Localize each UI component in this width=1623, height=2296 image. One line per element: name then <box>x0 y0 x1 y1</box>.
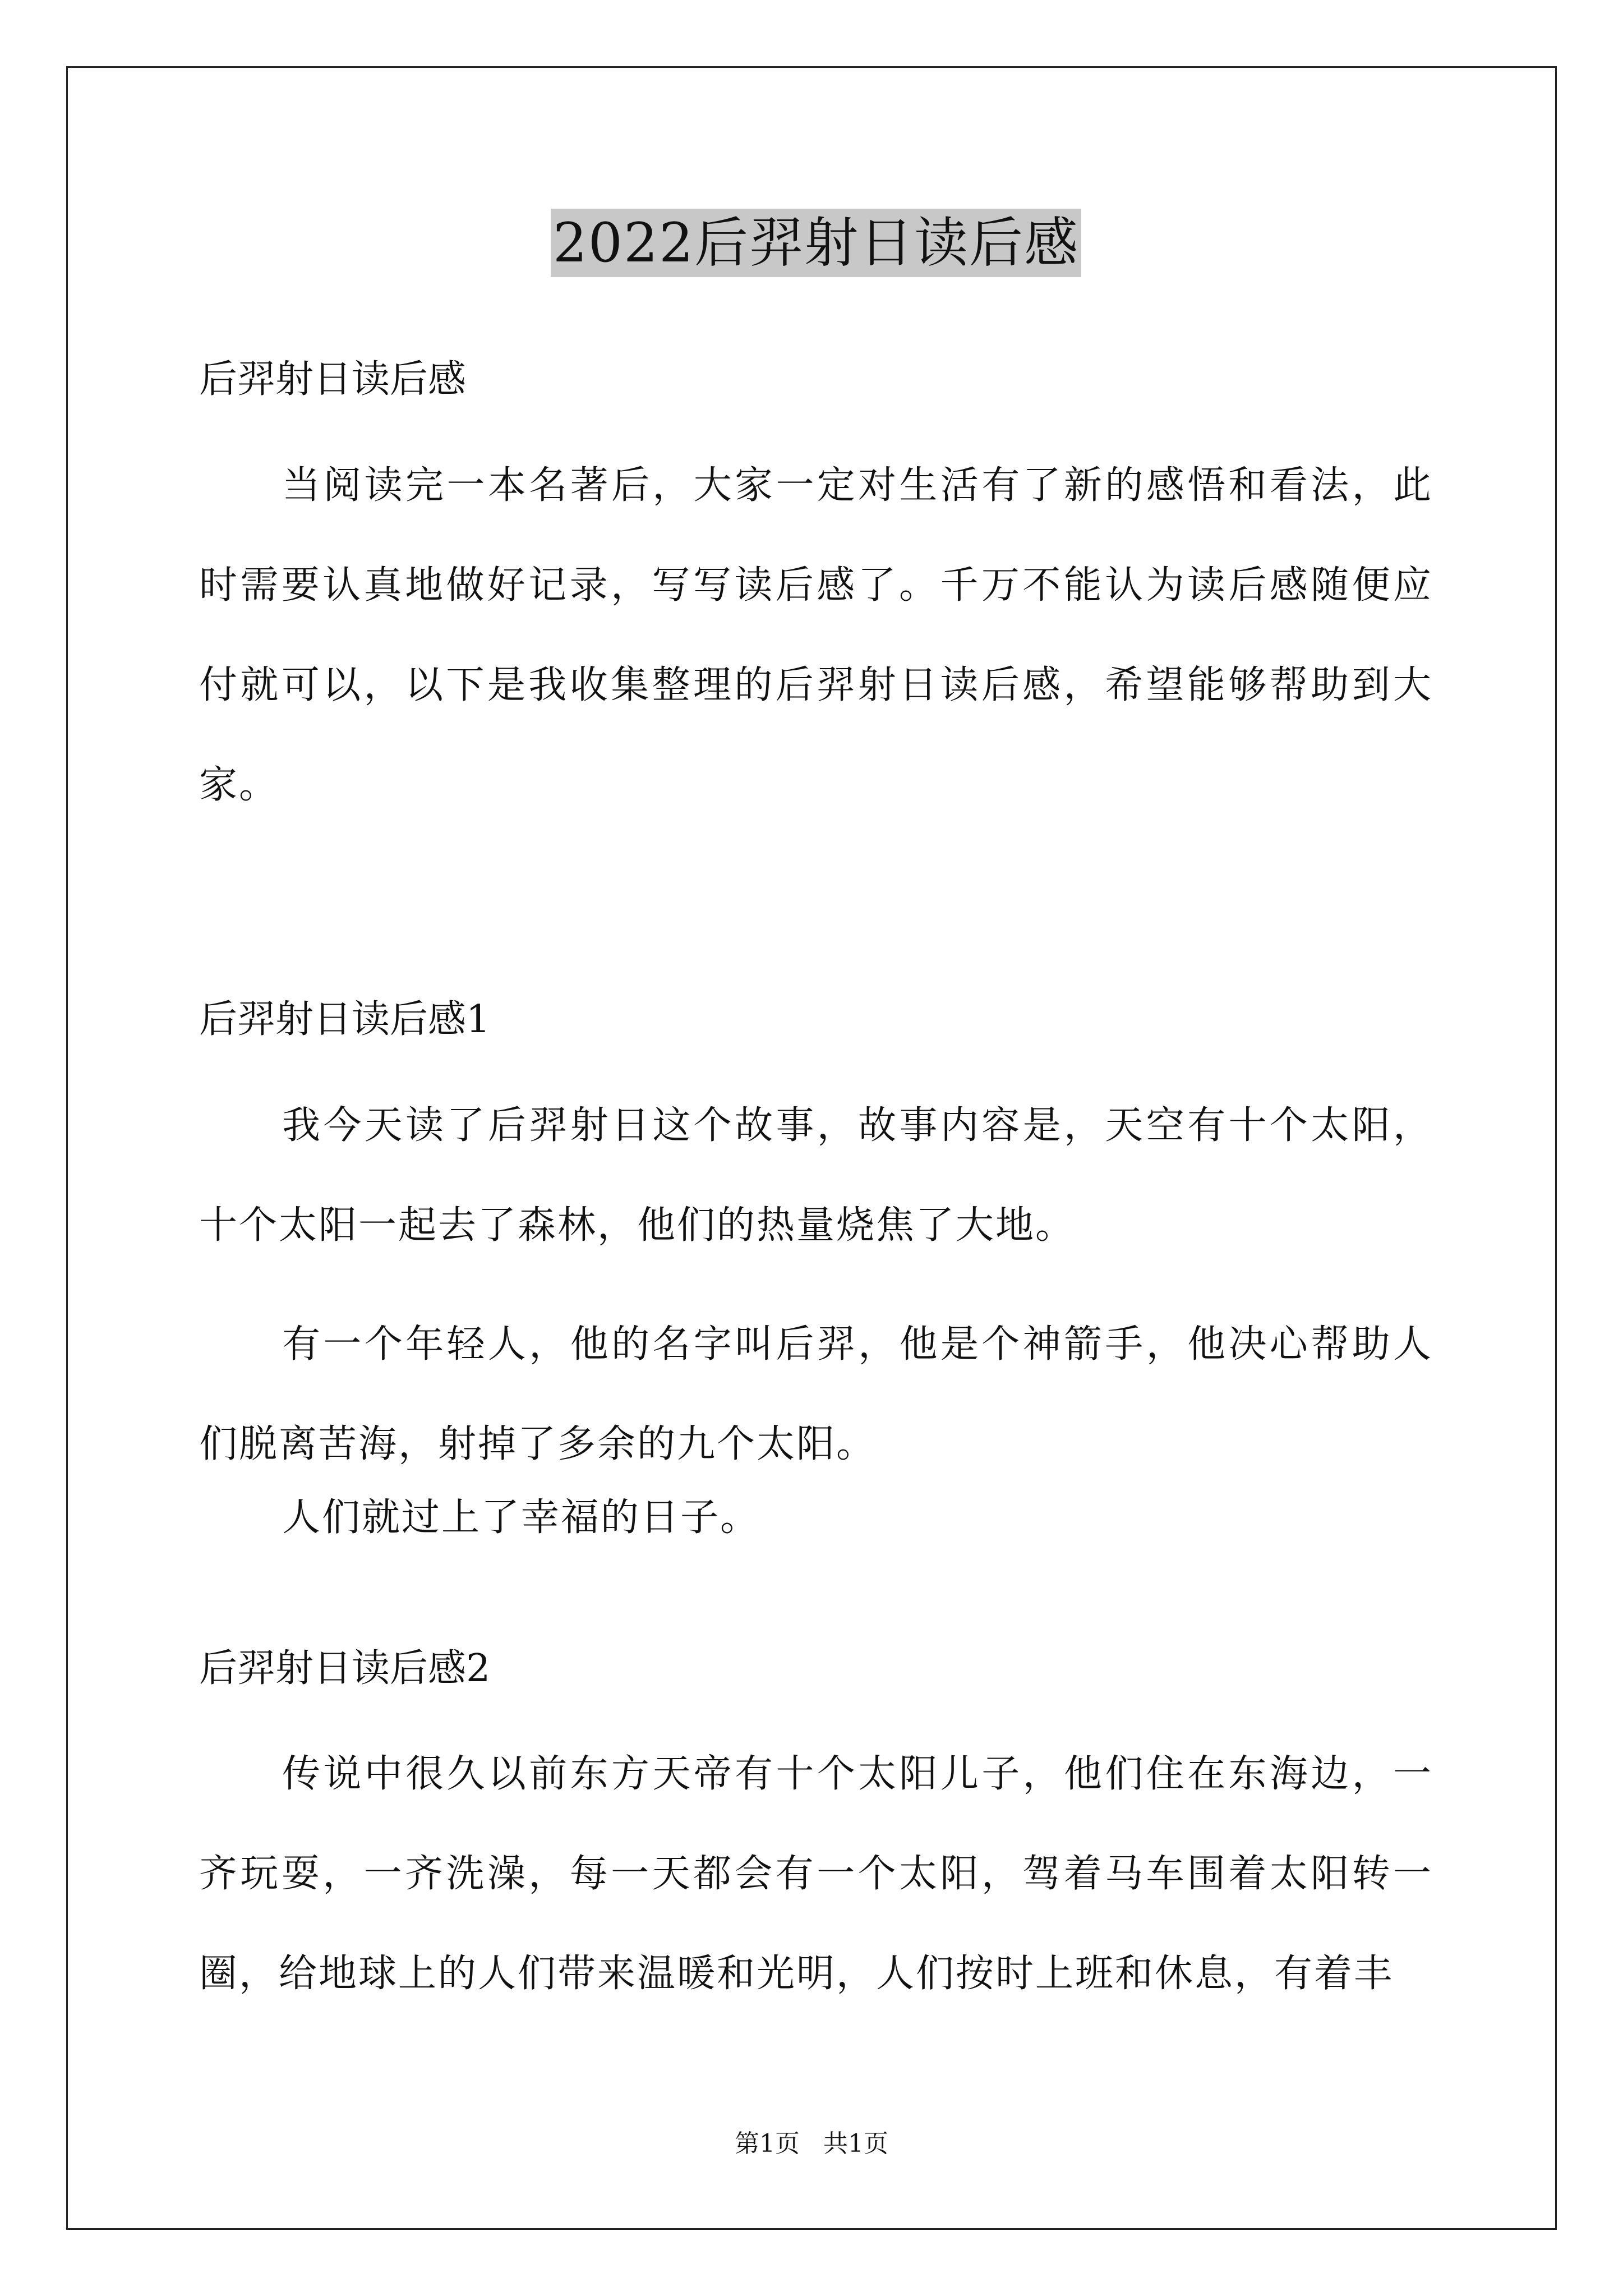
intro-paragraph: 当阅读完一本名著后，大家一定对生活有了新的感悟和看法，此时需要认真地做好记录，写写读后感了。千万不能认为读后感随便应付就可以，以下是我收集整理的后羿射日读后感，希望能够帮助到大家。 <box>199 463 1433 807</box>
document-title: 2022后羿射日读后感 <box>551 209 1081 277</box>
page-number: 第1页 <box>735 2129 800 2158</box>
section-1-paragraph-3: 人们就过上了幸福的日子。 <box>282 1496 760 1540</box>
title-wrap <box>199 209 1433 277</box>
section-heading-1: 后羿射日读后感1 <box>199 997 491 1042</box>
section-1-paragraph-2: 有一个年轻人，他的名字叫后羿，他是个神箭手，他决心帮助人们脱离苦海，射掉了多余的九个太阳。 <box>199 1322 1433 1466</box>
section-heading-2: 后羿射日读后感2 <box>199 1646 491 1691</box>
page-total: 共1页 <box>823 2129 888 2158</box>
document-subtitle: 后羿射日读后感 <box>199 357 467 402</box>
page-footer <box>0 2127 1623 2161</box>
section-1-paragraph-1: 我今天读了后羿射日这个故事，故事内容是，天空有十个太阳，十个太阳一起去了森林，他们的热量烧焦了大地。 <box>199 1103 1433 1248</box>
section-2-paragraph-1: 传说中很久以前东方天帝有十个太阳儿子，他们住在东海边，一齐玩耍，一齐洗澡，每一天都会有一个太阳，驾着马车围着太阳转一圈，给地球上的人们带来温暖和光明，人们按时上班和休息，有着丰 <box>199 1752 1433 1996</box>
